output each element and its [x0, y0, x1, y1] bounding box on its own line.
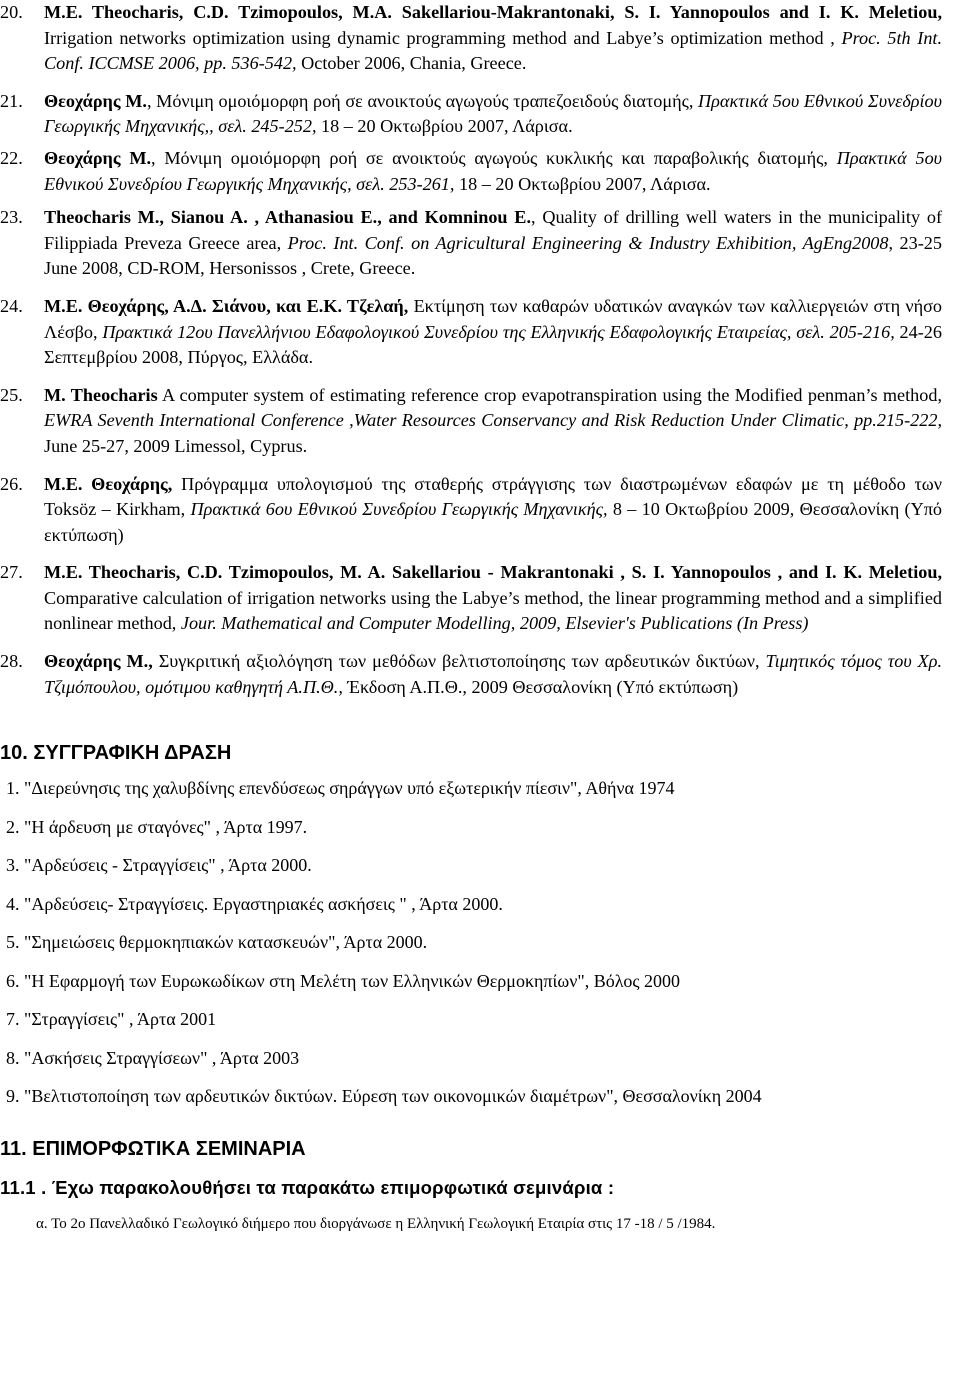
reference-authors: Μ.Ε. Θεοχάρης, — [44, 473, 173, 494]
reference-tail: 18 – 20 Οκτωβρίου 2007, Λάρισα. — [454, 173, 711, 194]
reference-authors: Μ.Ε. Θεοχάρης, Α.Δ. Σιάνου, και Ε.Κ. Τζελαή, — [44, 295, 409, 316]
reference-venue: EWRA Seventh International Conference ,Water Resources Conservancy and Risk Reduction Under Climatic, pp.215-222, — [44, 410, 942, 431]
reference-number: 25. — [0, 384, 23, 405]
reference-entry — [0, 472, 960, 549]
section-11 — [0, 1136, 960, 1234]
reference-authors: Theocharis M., Sianou A. , Athanasiou E., and Komninou E. — [44, 207, 531, 228]
reference-entry — [0, 89, 960, 140]
authored-book-item: 8. "Ασκήσεις Στραγγίσεων" , Άρτα 2003 — [6, 1047, 300, 1068]
authored-book-item: 2. "Η άρδευση με σταγόνες" , Άρτα 1997. — [6, 816, 308, 837]
reference-entry — [0, 294, 960, 371]
reference-number: 23. — [0, 207, 23, 228]
authored-book-item: 3. "Αρδεύσεις - Στραγγίσεις" , Άρτα 2000. — [6, 855, 312, 876]
reference-venue: Πρακτικά 6ου Εθνικού Συνεδρίου Γεωργικής Μηχανικής, — [190, 499, 608, 520]
authored-book-item: 7. "Στραγγίσεις" , Άρτα 2001 — [6, 1009, 217, 1030]
reference-tail: June 25-27, 2009 Limessol, Cyprus. — [44, 435, 308, 456]
reference-tail: 8 – 10 Οκτωβρίου 2009, Θεσσαλονίκη (Υπό εκτύπωση) — [44, 499, 943, 545]
reference-title: Εκτίμηση των καθαρών υδατικών αναγκών των καλλιεργειών στη νήσο Λέσβο, — [44, 295, 942, 342]
reference-entry — [0, 205, 960, 282]
reference-entry — [0, 649, 960, 700]
section-10 — [0, 740, 960, 1108]
reference-venue: Πρακτικά 5ου Εθνικού Συνεδρίου Γεωργικής Μηχανικής,, σελ. 245-252, — [44, 90, 942, 137]
reference-venue: Proc. Int. Conf. on Agricultural Engineering & Industry Exhibition, AgEng2008, — [287, 232, 894, 253]
section-10-title: 10. ΣΥΓΓΡΑΦΙΚΗ ΔΡΑΣΗ — [0, 742, 232, 765]
reference-number: 27. — [0, 562, 23, 583]
authored-books-list — [0, 776, 960, 1108]
reference-number: 21. — [0, 90, 23, 111]
reference-authors: Θεοχάρης Μ., — [44, 651, 153, 672]
reference-venue: Πρακτικά 5ου Εθνικού Συνεδρίου Γεωργικής Μηχανικής, σελ. 253-261, — [44, 147, 943, 194]
reference-entry — [0, 146, 960, 197]
reference-title: , Μόνιμη ομοιόμορφη ροή σε ανοικτούς αγωγούς κυκλικής και παραβολικής διατομής, — [151, 147, 837, 168]
reference-entry — [0, 560, 960, 637]
reference-tail: 23-25 June 2008, CD-ROM, Hersonissos , Crete, Greece. — [44, 232, 942, 279]
reference-title: Irrigation networks optimization using dynamic programming method and Labye’s optimization method , — [44, 27, 842, 48]
reference-title: , Quality of drilling well waters in the municipality of Filippiada Preveza Greece area, — [44, 207, 942, 253]
reference-authors: Θεοχάρης Μ. — [44, 147, 152, 168]
section-11-title: 11. ΕΠΙΜΟΡΦΩΤΙΚΑ ΣΕΜΙΝΑΡΙΑ — [0, 1138, 306, 1161]
reference-venue: Τιμητικός τόμος του Χρ. Τζιμόπουλου, ομότιμου καθηγητή Α.Π.Θ., — [44, 651, 943, 697]
reference-entry — [0, 383, 960, 460]
reference-title: A computer system of estimating reference crop evapotranspiration using the Modified penman’s method, — [157, 384, 943, 405]
reference-title: Comparative calculation of irrigation networks using the Labye’s method, the linear programming method and a simplified nonlinear method, — [44, 587, 942, 634]
reference-authors: M.E. Theocharis, C.D. Tzimopoulos, M. A. Sakellariou - Makrantonaki , S. I. Yannopoulos , and I. K. Meletiou, — [44, 562, 942, 583]
reference-venue: Proc. 5th Int. Conf. ICCMSE 2006, pp. 536-542, — [44, 27, 943, 74]
seminar-item: α. Το 2ο Πανελλαδικό Γεωλογικό διήμερο που διοργάνωσε η Ελληνική Γεωλογική Εταιρία στις 17 -18 / 5 /1984. — [36, 1216, 716, 1233]
reference-title: Πρόγραμμα υπολογισμού της σταθερής στράγγισης των διαστρωμένων εδαφών με τη μέθοδο των Toksöz – Kirkham, — [44, 473, 942, 520]
reference-number: 26. — [0, 473, 23, 494]
reference-tail: 24-26 Σεπτεμβρίου 2008, Πύργος, Ελλάδα. — [44, 321, 942, 368]
section-11-subtitle: 11.1 . Έχω παρακολουθήσει τα παρακάτω επιμορφωτικά σεμινάρια : — [0, 1177, 615, 1199]
reference-tail: October 2006, Chania, Greece. — [296, 53, 527, 74]
reference-number: 28. — [0, 651, 23, 672]
authored-book-item: 1. "Διερεύνησις της χαλυβδίνης επενδύσεως σηράγγων υπό εξωτερικήν πίεσιν", Αθήνα 1974 — [6, 778, 675, 799]
reference-number: 20. — [0, 2, 23, 22]
reference-authors: Θεοχάρης Μ. — [44, 90, 147, 111]
reference-number: 24. — [0, 295, 23, 316]
reference-title: Συγκριτική αξιολόγηση των μεθόδων βελτιστοποίησης των αρδευτικών δικτύων, — [152, 651, 766, 672]
authored-book-item: 5. "Σημειώσεις θερμοκηπιακών κατασκευών", Άρτα 2000. — [6, 932, 428, 953]
reference-tail: Έκδοση Α.Π.Θ., 2009 Θεσσαλονίκη (Υπό εκτύπωση) — [347, 676, 739, 697]
reference-entry — [0, 0, 960, 77]
authored-book-item: 6. "Η Εφαρμογή των Ευρωκωδίκων στη Μελέτη των Ελληνικών Θερμοκηπίων", Βόλος 2000 — [6, 970, 681, 991]
authored-book-item: 9. "Βελτιστοποίηση των αρδευτικών δικτύων. Εύρεση των οικονομικών διαμέτρων", Θεσσαλονίκη 2004 — [6, 1086, 762, 1107]
reference-authors: M.E. Theocharis, C.D. Tzimopoulos, M.A. Sakellariou-Makrantonaki, S. I. Yannopoulos and I. K. Meletiou, — [44, 2, 942, 22]
authored-book-item: 4. "Αρδεύσεις- Στραγγίσεις. Εργαστηριακές ασκήσεις " , Άρτα 2000. — [6, 893, 503, 914]
reference-venue: Πρακτικά 12ου Πανελλήνιου Εδαφολογικού Συνεδρίου της Ελληνικής Εδαφολογικής Εταιρείας, σελ. 205-216, — [102, 321, 895, 342]
reference-authors: M. Theocharis — [44, 384, 158, 405]
reference-title: , Μόνιμη ομοιόμορφη ροή σε ανοικτούς αγωγούς τραπεζοειδούς διατομής, — [146, 90, 699, 111]
reference-number: 22. — [0, 147, 23, 168]
reference-tail: 18 – 20 Οκτωβρίου 2007, Λάρισα. — [316, 116, 573, 137]
reference-venue: Jour. Mathematical and Computer Modelling, 2009, Elsevier's Publications (In Press) — [180, 613, 809, 634]
